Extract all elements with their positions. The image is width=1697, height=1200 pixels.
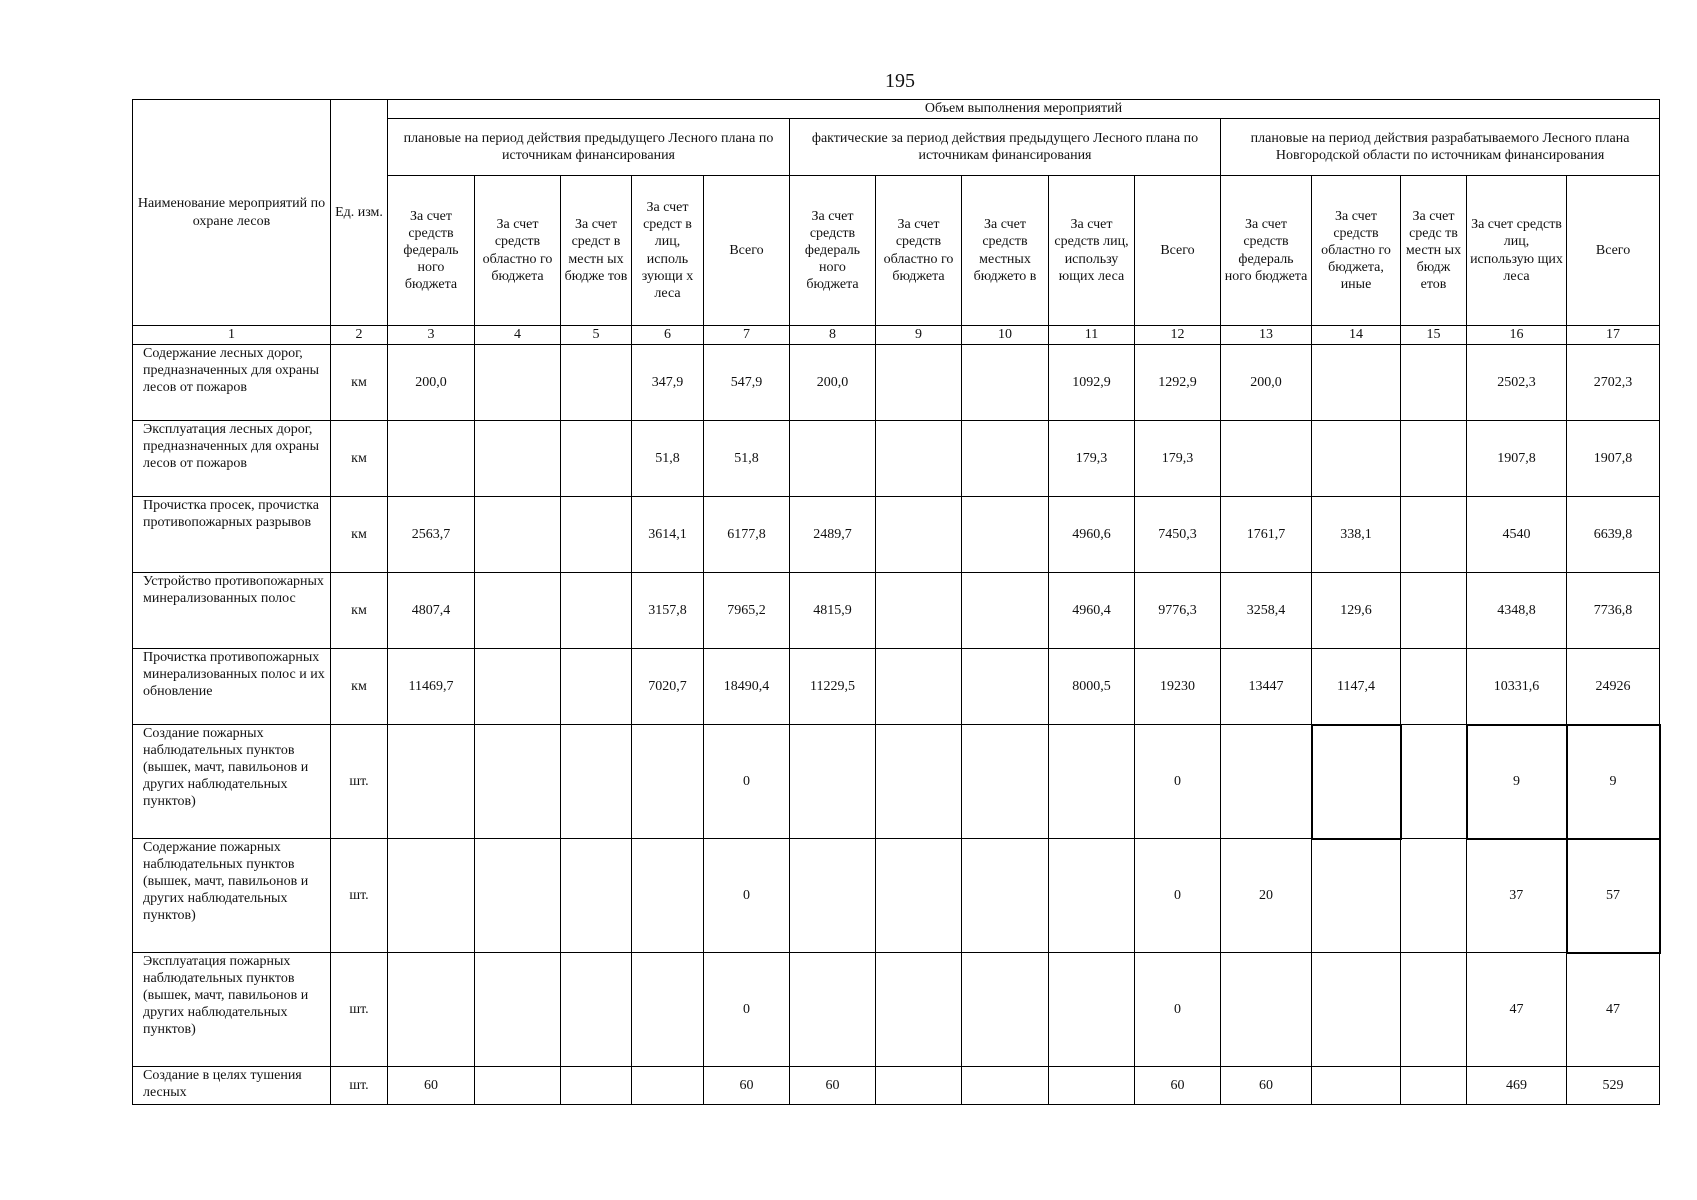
value-cell: 4960,6 bbox=[1049, 497, 1135, 573]
value-cell bbox=[475, 1067, 561, 1105]
value-cell: 200,0 bbox=[1221, 345, 1312, 421]
value-cell bbox=[632, 953, 704, 1067]
row-name: Эксплуатация лесных дорог, предназначенных для охраны лесов от пожаров bbox=[133, 421, 331, 497]
column-number: 4 bbox=[475, 326, 561, 345]
value-cell bbox=[962, 345, 1049, 421]
value-cell: 24926 bbox=[1567, 649, 1660, 725]
row-name: Содержание пожарных наблюдательных пунктов (вышек, мачт, павильонов и других наблюдательных пунктов) bbox=[133, 839, 331, 953]
value-cell: 6177,8 bbox=[704, 497, 790, 573]
row-unit: км bbox=[331, 421, 388, 497]
value-cell: 2563,7 bbox=[388, 497, 475, 573]
value-cell: 4807,4 bbox=[388, 573, 475, 649]
header-sub: За счет средств федераль ного бюджета bbox=[790, 176, 876, 326]
row-unit: шт. bbox=[331, 725, 388, 839]
value-cell: 0 bbox=[704, 725, 790, 839]
row-unit: км bbox=[331, 649, 388, 725]
value-cell bbox=[962, 421, 1049, 497]
column-number: 2 bbox=[331, 326, 388, 345]
row-name: Прочистка просек, прочистка противопожарных разрывов bbox=[133, 497, 331, 573]
value-cell: 11229,5 bbox=[790, 649, 876, 725]
row-name: Содержание лесных дорог, предназначенных для охраны лесов от пожаров bbox=[133, 345, 331, 421]
value-cell bbox=[632, 839, 704, 953]
value-cell bbox=[876, 497, 962, 573]
value-cell bbox=[475, 497, 561, 573]
value-cell bbox=[561, 839, 632, 953]
column-number: 8 bbox=[790, 326, 876, 345]
column-number: 16 bbox=[1467, 326, 1567, 345]
value-cell bbox=[561, 1067, 632, 1105]
column-number: 14 bbox=[1312, 326, 1401, 345]
value-cell: 60 bbox=[1135, 1067, 1221, 1105]
value-cell: 1292,9 bbox=[1135, 345, 1221, 421]
header-sub: За счет средств областно го бюджета bbox=[475, 176, 561, 326]
value-cell: 7736,8 bbox=[1567, 573, 1660, 649]
column-number: 10 bbox=[962, 326, 1049, 345]
value-cell: 9 bbox=[1467, 725, 1567, 839]
value-cell: 4815,9 bbox=[790, 573, 876, 649]
value-cell bbox=[876, 649, 962, 725]
value-cell bbox=[1049, 839, 1135, 953]
value-cell bbox=[388, 953, 475, 1067]
header-name: Наименование мероприятий по охране лесов bbox=[133, 100, 331, 326]
value-cell: 57 bbox=[1567, 839, 1660, 953]
value-cell: 200,0 bbox=[790, 345, 876, 421]
value-cell: 51,8 bbox=[632, 421, 704, 497]
value-cell bbox=[876, 839, 962, 953]
table-row bbox=[133, 725, 1660, 839]
value-cell bbox=[475, 953, 561, 1067]
value-cell bbox=[475, 345, 561, 421]
value-cell: 7450,3 bbox=[1135, 497, 1221, 573]
header-sub: За счет средств лиц, использу ющих леса bbox=[1049, 176, 1135, 326]
row-unit: км bbox=[331, 573, 388, 649]
row-name: Устройство противопожарных минерализованных полос bbox=[133, 573, 331, 649]
value-cell: 47 bbox=[1467, 953, 1567, 1067]
header-sub: Всего bbox=[704, 176, 790, 326]
header-group-planned-new: плановые на период действия разрабатываемого Лесного плана Новгородской области по источникам финансирования bbox=[1221, 119, 1660, 176]
column-number: 6 bbox=[632, 326, 704, 345]
value-cell bbox=[876, 953, 962, 1067]
column-number: 9 bbox=[876, 326, 962, 345]
value-cell: 2702,3 bbox=[1567, 345, 1660, 421]
row-unit: шт. bbox=[331, 1067, 388, 1105]
value-cell bbox=[876, 1067, 962, 1105]
value-cell: 60 bbox=[790, 1067, 876, 1105]
value-cell: 3258,4 bbox=[1221, 573, 1312, 649]
column-number: 5 bbox=[561, 326, 632, 345]
value-cell: 51,8 bbox=[704, 421, 790, 497]
row-unit: шт. bbox=[331, 839, 388, 953]
value-cell bbox=[561, 497, 632, 573]
value-cell: 129,6 bbox=[1312, 573, 1401, 649]
value-cell: 20 bbox=[1221, 839, 1312, 953]
table-row bbox=[133, 345, 1660, 421]
value-cell: 179,3 bbox=[1049, 421, 1135, 497]
header-sub: За счет средств федераль ного бюджета bbox=[388, 176, 475, 326]
value-cell bbox=[962, 1067, 1049, 1105]
column-number: 17 bbox=[1567, 326, 1660, 345]
value-cell bbox=[561, 573, 632, 649]
value-cell bbox=[790, 839, 876, 953]
value-cell: 200,0 bbox=[388, 345, 475, 421]
value-cell bbox=[876, 573, 962, 649]
header-sub: За счет средст в местн ых бюдже тов bbox=[561, 176, 632, 326]
value-cell bbox=[388, 421, 475, 497]
value-cell bbox=[561, 953, 632, 1067]
value-cell bbox=[790, 421, 876, 497]
value-cell: 9776,3 bbox=[1135, 573, 1221, 649]
column-number: 12 bbox=[1135, 326, 1221, 345]
header-sub: Всего bbox=[1135, 176, 1221, 326]
table-row bbox=[133, 839, 1660, 953]
value-cell bbox=[1401, 1067, 1467, 1105]
value-cell: 6639,8 bbox=[1567, 497, 1660, 573]
table-row bbox=[133, 497, 1660, 573]
value-cell: 347,9 bbox=[632, 345, 704, 421]
value-cell bbox=[1312, 1067, 1401, 1105]
header-sub: За счет средс тв местн ых бюдж етов bbox=[1401, 176, 1467, 326]
row-unit: шт. bbox=[331, 953, 388, 1067]
value-cell: 1761,7 bbox=[1221, 497, 1312, 573]
value-cell bbox=[962, 497, 1049, 573]
value-cell bbox=[1401, 345, 1467, 421]
column-number: 3 bbox=[388, 326, 475, 345]
value-cell bbox=[876, 345, 962, 421]
table-row bbox=[133, 1067, 1660, 1105]
value-cell bbox=[561, 725, 632, 839]
column-number: 11 bbox=[1049, 326, 1135, 345]
header-sub: За счет средств лиц, использую щих леса bbox=[1467, 176, 1567, 326]
value-cell bbox=[1049, 725, 1135, 839]
value-cell: 3614,1 bbox=[632, 497, 704, 573]
value-cell: 0 bbox=[704, 953, 790, 1067]
value-cell: 11469,7 bbox=[388, 649, 475, 725]
value-cell: 7965,2 bbox=[704, 573, 790, 649]
value-cell: 529 bbox=[1567, 1067, 1660, 1105]
value-cell bbox=[1312, 421, 1401, 497]
value-cell bbox=[876, 725, 962, 839]
header-sub: За счет средств областно го бюджета, иные bbox=[1312, 176, 1401, 326]
header-sub: Всего bbox=[1567, 176, 1660, 326]
value-cell bbox=[475, 649, 561, 725]
value-cell bbox=[1401, 649, 1467, 725]
value-cell bbox=[876, 421, 962, 497]
value-cell: 338,1 bbox=[1312, 497, 1401, 573]
value-cell bbox=[962, 725, 1049, 839]
value-cell bbox=[790, 725, 876, 839]
value-cell: 18490,4 bbox=[704, 649, 790, 725]
column-number: 7 bbox=[704, 326, 790, 345]
value-cell: 1092,9 bbox=[1049, 345, 1135, 421]
value-cell bbox=[1049, 953, 1135, 1067]
value-cell bbox=[1401, 421, 1467, 497]
value-cell: 47 bbox=[1567, 953, 1660, 1067]
value-cell: 2489,7 bbox=[790, 497, 876, 573]
forest-protection-table bbox=[132, 99, 1661, 1105]
row-name: Создание пожарных наблюдательных пунктов (вышек, мачт, павильонов и других наблюдательных пунктов) bbox=[133, 725, 331, 839]
value-cell: 469 bbox=[1467, 1067, 1567, 1105]
value-cell bbox=[1401, 725, 1467, 839]
value-cell bbox=[475, 421, 561, 497]
header-sub: За счет средств федераль ного бюджета bbox=[1221, 176, 1312, 326]
value-cell: 4540 bbox=[1467, 497, 1567, 573]
header-volume: Объем выполнения мероприятий bbox=[388, 100, 1660, 119]
value-cell: 3157,8 bbox=[632, 573, 704, 649]
value-cell: 8000,5 bbox=[1049, 649, 1135, 725]
row-unit: км bbox=[331, 345, 388, 421]
value-cell: 60 bbox=[704, 1067, 790, 1105]
header-group-actual-previous: фактические за период действия предыдущего Лесного плана по источникам финансирования bbox=[790, 119, 1221, 176]
value-cell bbox=[1312, 345, 1401, 421]
value-cell bbox=[632, 1067, 704, 1105]
value-cell: 1147,4 bbox=[1312, 649, 1401, 725]
value-cell bbox=[1221, 421, 1312, 497]
value-cell bbox=[962, 953, 1049, 1067]
value-cell: 4348,8 bbox=[1467, 573, 1567, 649]
header-group-planned-previous: плановые на период действия предыдущего Лесного плана по источникам финансирования bbox=[388, 119, 790, 176]
value-cell: 19230 bbox=[1135, 649, 1221, 725]
column-number-row bbox=[133, 326, 1660, 345]
column-number: 1 bbox=[133, 326, 331, 345]
value-cell bbox=[1401, 573, 1467, 649]
value-cell: 37 bbox=[1467, 839, 1567, 953]
value-cell bbox=[790, 953, 876, 1067]
row-name: Эксплуатация пожарных наблюдательных пунктов (вышек, мачт, павильонов и других наблюдательных пунктов) bbox=[133, 953, 331, 1067]
value-cell bbox=[1049, 1067, 1135, 1105]
header-sub: За счет средств областно го бюджета bbox=[876, 176, 962, 326]
value-cell bbox=[1401, 497, 1467, 573]
value-cell: 1907,8 bbox=[1567, 421, 1660, 497]
value-cell: 13447 bbox=[1221, 649, 1312, 725]
value-cell bbox=[475, 725, 561, 839]
row-name: Создание в целях тушения лесных bbox=[133, 1067, 331, 1105]
value-cell: 1907,8 bbox=[1467, 421, 1567, 497]
value-cell bbox=[1312, 953, 1401, 1067]
value-cell bbox=[561, 421, 632, 497]
value-cell bbox=[1312, 839, 1401, 953]
column-number: 15 bbox=[1401, 326, 1467, 345]
header-sub: За счет средст в лиц, исполь зующи х леса bbox=[632, 176, 704, 326]
value-cell: 10331,6 bbox=[1467, 649, 1567, 725]
value-cell bbox=[1221, 953, 1312, 1067]
value-cell bbox=[1401, 953, 1467, 1067]
value-cell: 2502,3 bbox=[1467, 345, 1567, 421]
value-cell bbox=[475, 573, 561, 649]
value-cell bbox=[632, 725, 704, 839]
value-cell bbox=[962, 573, 1049, 649]
value-cell bbox=[388, 725, 475, 839]
table-row bbox=[133, 573, 1660, 649]
value-cell bbox=[962, 839, 1049, 953]
value-cell bbox=[561, 345, 632, 421]
value-cell: 179,3 bbox=[1135, 421, 1221, 497]
value-cell: 7020,7 bbox=[632, 649, 704, 725]
header-sub: За счет средств местных бюджето в bbox=[962, 176, 1049, 326]
value-cell: 0 bbox=[1135, 839, 1221, 953]
value-cell: 547,9 bbox=[704, 345, 790, 421]
value-cell: 0 bbox=[1135, 953, 1221, 1067]
value-cell: 9 bbox=[1567, 725, 1660, 839]
column-number: 13 bbox=[1221, 326, 1312, 345]
page-number: 195 bbox=[885, 70, 915, 92]
value-cell bbox=[561, 649, 632, 725]
value-cell bbox=[1401, 839, 1467, 953]
header-unit: Ед. изм. bbox=[331, 100, 388, 326]
value-cell: 60 bbox=[1221, 1067, 1312, 1105]
row-unit: км bbox=[331, 497, 388, 573]
value-cell: 0 bbox=[704, 839, 790, 953]
value-cell bbox=[388, 839, 475, 953]
value-cell: 0 bbox=[1135, 725, 1221, 839]
value-cell bbox=[1221, 725, 1312, 839]
value-cell: 60 bbox=[388, 1067, 475, 1105]
row-name: Прочистка противопожарных минерализованных полос и их обновление bbox=[133, 649, 331, 725]
value-cell bbox=[475, 839, 561, 953]
value-cell bbox=[1312, 725, 1401, 839]
table-row bbox=[133, 421, 1660, 497]
table-row bbox=[133, 649, 1660, 725]
value-cell: 4960,4 bbox=[1049, 573, 1135, 649]
value-cell bbox=[962, 649, 1049, 725]
table-row bbox=[133, 953, 1660, 1067]
